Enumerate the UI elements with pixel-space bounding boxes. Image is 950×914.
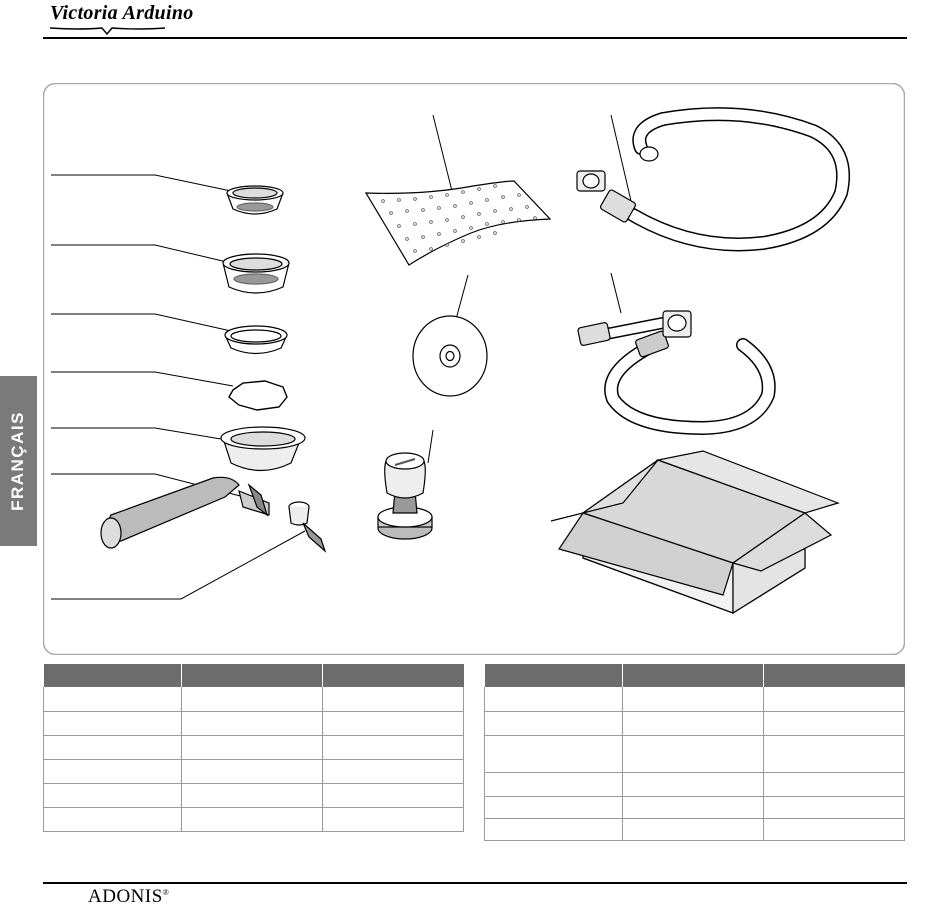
table-header-cell [181, 664, 322, 687]
table-row [485, 711, 905, 735]
table-cell [44, 783, 182, 807]
table-row [44, 759, 464, 783]
leader-lines-right [428, 115, 631, 463]
spout-icon [289, 502, 325, 551]
drain-hose-icon [577, 114, 843, 244]
table-cell [763, 796, 905, 818]
model-name-text: ADONIS [88, 886, 163, 907]
table-cell [485, 772, 623, 796]
table-header-cell [485, 664, 623, 687]
table-row [485, 735, 905, 772]
table-cell [485, 687, 623, 711]
table-row [44, 687, 464, 711]
table-cell [181, 735, 322, 759]
table-row [44, 711, 464, 735]
parts-table-right [484, 664, 905, 841]
blind-filter-icon [225, 326, 287, 354]
table-cell [763, 711, 905, 735]
table-cell [763, 818, 905, 840]
table-cell [322, 735, 464, 759]
portafilter-icon [101, 427, 305, 548]
table-cell [181, 807, 322, 831]
table-cell [485, 818, 623, 840]
table-cell [44, 735, 182, 759]
table-cell [181, 783, 322, 807]
parts-table-left [43, 664, 464, 832]
table-cell [763, 687, 905, 711]
table-row [44, 807, 464, 831]
filter-basket-2-cup-icon [223, 254, 289, 293]
logo-swoosh-icon [50, 24, 165, 36]
leader-lines-left [51, 175, 305, 599]
table-header-row [485, 664, 905, 687]
table-cell [44, 687, 182, 711]
brand-logo-text: Victoria Arduino [50, 2, 194, 24]
table-header-row [44, 664, 464, 687]
table-header-cell [622, 664, 763, 687]
table-row [44, 735, 464, 759]
footer-rule [43, 882, 907, 884]
table-header-cell [763, 664, 905, 687]
table-row [485, 687, 905, 711]
table-cell [485, 735, 623, 772]
cleaning-disc-icon [413, 316, 487, 396]
table-cell [44, 711, 182, 735]
table-cell [763, 735, 905, 772]
table-row [485, 772, 905, 796]
table-header-cell [322, 664, 464, 687]
drip-tray-mat-icon [366, 181, 550, 265]
header-rule [43, 37, 907, 39]
spring-icon [229, 381, 287, 410]
table-cell [181, 687, 322, 711]
table-row [44, 783, 464, 807]
cardboard-box-icon [551, 451, 838, 613]
table-cell [622, 687, 763, 711]
table-row [485, 818, 905, 840]
table-cell [622, 818, 763, 840]
table-cell [322, 783, 464, 807]
table-cell [44, 759, 182, 783]
model-name [88, 886, 169, 908]
table-header-cell [44, 664, 182, 687]
table-cell [322, 687, 464, 711]
table-cell [181, 759, 322, 783]
table-cell [181, 711, 322, 735]
table-cell [622, 735, 763, 772]
table-cell [322, 759, 464, 783]
table-cell [485, 711, 623, 735]
table-cell [622, 796, 763, 818]
trademark-symbol: ® [162, 888, 170, 897]
table-cell [322, 711, 464, 735]
language-label: FRANÇAIS [8, 411, 27, 511]
table-cell [622, 772, 763, 796]
accessories-figure [43, 83, 905, 655]
table-cell [622, 711, 763, 735]
water-supply-hose-icon [577, 311, 768, 428]
tamper-icon [378, 453, 432, 539]
filter-basket-1-cup-icon [227, 186, 283, 214]
table-cell [44, 807, 182, 831]
table-cell [485, 796, 623, 818]
brand-logo [50, 2, 194, 36]
table-row [485, 796, 905, 818]
table-cell [763, 772, 905, 796]
table-cell [322, 807, 464, 831]
